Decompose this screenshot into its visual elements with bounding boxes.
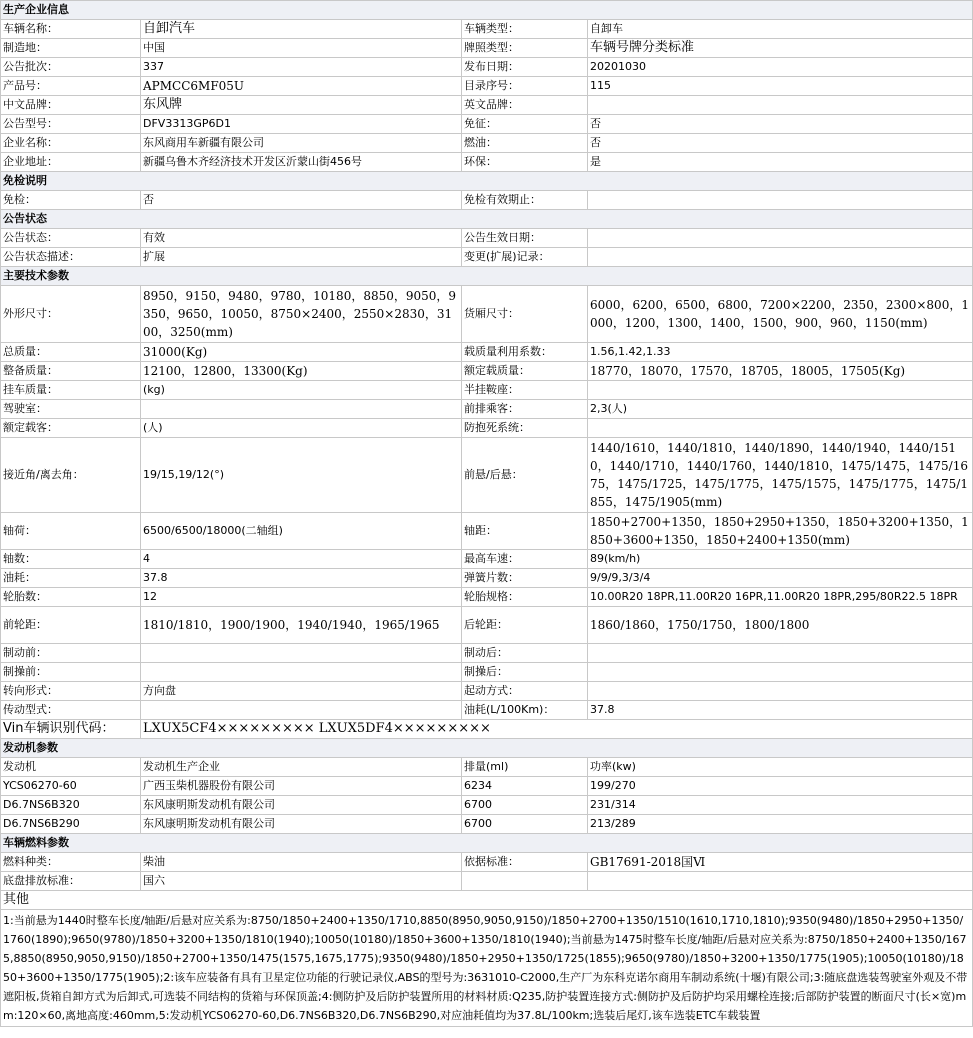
section-engine: 发动机参数 [1, 739, 973, 758]
engine-header-displacement: 排量(ml) [462, 758, 588, 777]
label-product-no: 产品号： [1, 77, 141, 96]
engine-model: YCS06270-60 [1, 777, 141, 796]
value-brand-cn: 东风牌 [141, 96, 462, 115]
engine-power: 199/270 [588, 777, 973, 796]
engine-row [1, 777, 973, 796]
label-axle-load: 轴荷： [1, 513, 141, 550]
label-cab: 驾驶室： [1, 400, 141, 419]
value-tires: 12 [141, 588, 462, 607]
label-springs: 弹簧片数： [462, 569, 588, 588]
value-semi [588, 381, 973, 400]
value-batch: 337 [141, 58, 462, 77]
value-rear-track: 1860/1860，1750/1750，1800/1800 [588, 607, 973, 644]
label-brake-front: 制动前： [1, 644, 141, 663]
label-fuel-standard: 依据标准： [462, 853, 588, 872]
value-cab [141, 400, 462, 419]
label-catalog: 目录序号： [462, 77, 588, 96]
value-effective [588, 229, 973, 248]
value-rated-load: 18770，18070，17570，18705，18005，17505(Kg) [588, 362, 973, 381]
label-abs: 防抱死系统： [462, 419, 588, 438]
engine-maker: 东风康明斯发动机有限公司 [141, 796, 462, 815]
label-effective: 公告生效日期： [462, 229, 588, 248]
section-exempt: 免检说明 [1, 172, 973, 191]
empty-cell [462, 872, 588, 891]
label-speed: 最高车速： [462, 550, 588, 569]
engine-model: D6.7NS6B320 [1, 796, 141, 815]
value-change [588, 248, 973, 267]
label-fuel100: 油耗(L/100Km)： [462, 701, 588, 720]
engine-power: 231/314 [588, 796, 973, 815]
value-emission: 国六 [141, 872, 462, 891]
label-change: 变更(扩展)记录： [462, 248, 588, 267]
engine-maker: 广西玉柴机器股份有限公司 [141, 777, 462, 796]
engine-header-power: 功率(kw) [588, 758, 973, 777]
value-overhang: 1440/1610，1440/1810，1440/1890，1440/1940，1440/1510，1440/1710，1440/1760，1440/1810，1475/1475，1475/1675，1475/1725，1475/1775，1475/1575，1475/1775，1475/1855，1475/1905(mm) [588, 438, 973, 513]
value-fuel-standard: GB17691-2018国Ⅵ [588, 853, 973, 872]
engine-power: 213/289 [588, 815, 973, 834]
label-vehicle-type: 车辆类型： [462, 20, 588, 39]
section-other: 其他 [1, 891, 973, 910]
value-catalog: 115 [588, 77, 973, 96]
engine-maker: 东风康明斯发动机有限公司 [141, 815, 462, 834]
label-vin: Vin车辆识别代码： [1, 720, 141, 739]
label-consumption: 油耗： [1, 569, 141, 588]
value-brake-rear [588, 644, 973, 663]
value-speed: 89(km/h) [588, 550, 973, 569]
value-vehicle-type: 自卸车 [588, 20, 973, 39]
label-origin: 制造地： [1, 39, 141, 58]
label-steering: 转向形式： [1, 682, 141, 701]
value-plate-type: 车辆号牌分类标准 [588, 39, 973, 58]
value-angle: 19/15,19/12(°) [141, 438, 462, 513]
value-consumption: 37.8 [141, 569, 462, 588]
label-rated-pass: 额定载客： [1, 419, 141, 438]
label-brand-en: 英文品牌： [462, 96, 588, 115]
label-overhang: 前悬/后悬： [462, 438, 588, 513]
engine-row [1, 796, 973, 815]
value-front-track: 1810/1810，1900/1900，1940/1940，1965/1965 [141, 607, 462, 644]
value-brake-op-front [141, 663, 462, 682]
value-eco: 是 [588, 153, 973, 172]
label-brake-op-rear: 制操后： [462, 663, 588, 682]
value-dims: 8950，9150，9480，9780，10180，8850，9050，9350，9650，10050，8750×2400，2550×2830，3100，3250(mm) [141, 286, 462, 343]
value-front-pass: 2,3(人) [588, 400, 973, 419]
label-model: 公告型号： [1, 115, 141, 134]
value-vin: LXUX5CF4××××××××× LXUX5DF4××××××××× [141, 720, 973, 739]
value-brand-en [588, 96, 973, 115]
label-check: 免检： [1, 191, 141, 210]
value-status: 有效 [141, 229, 462, 248]
value-address: 新疆乌鲁木齐经济技术开发区沂蒙山街456号 [141, 153, 462, 172]
value-cargo: 6000，6200，6500，6800，7200×2200，2350，2300×800，1000，1200，1300，1400，1500，900，960，1150(mm) [588, 286, 973, 343]
value-tire-spec: 10.00R20 18PR,11.00R20 16PR,11.00R20 18PR,295/80R22.5 18PR [588, 588, 973, 607]
value-exempt: 否 [588, 115, 973, 134]
label-eco: 环保： [462, 153, 588, 172]
label-batch: 公告批次： [1, 58, 141, 77]
value-axles: 4 [141, 550, 462, 569]
engine-displacement: 6234 [462, 777, 588, 796]
section-fuel: 车辆燃料参数 [1, 834, 973, 853]
label-rated-load: 额定载质量： [462, 362, 588, 381]
value-product-no: APMCC6MF05U [141, 77, 462, 96]
label-emission: 底盘排放标准： [1, 872, 141, 891]
engine-header-model: 发动机 [1, 758, 141, 777]
value-valid [588, 191, 973, 210]
label-wheelbase: 轴距： [462, 513, 588, 550]
value-vehicle-name: 自卸汽车 [141, 20, 462, 39]
section-producer: 生产企业信息 [1, 1, 973, 20]
label-tires: 轮胎数： [1, 588, 141, 607]
label-brake-op-front: 制操前： [1, 663, 141, 682]
value-brake-front [141, 644, 462, 663]
label-cargo: 货厢尺寸： [462, 286, 588, 343]
value-fuel-kind: 柴油 [141, 853, 462, 872]
label-dims: 外形尺寸： [1, 286, 141, 343]
label-fuel-kind: 燃料种类： [1, 853, 141, 872]
label-brand-cn: 中文品牌： [1, 96, 141, 115]
value-springs: 9/9/9,3/3/4 [588, 569, 973, 588]
value-check: 否 [141, 191, 462, 210]
label-vehicle-name: 车辆名称： [1, 20, 141, 39]
label-plate-type: 牌照类型： [462, 39, 588, 58]
value-util: 1.56,1.42,1.33 [588, 343, 973, 362]
value-release: 20201030 [588, 58, 973, 77]
label-trailer: 挂车质量： [1, 381, 141, 400]
engine-header-maker: 发动机生产企业 [141, 758, 462, 777]
label-desc: 公告状态描述： [1, 248, 141, 267]
label-tire-spec: 轮胎规格： [462, 588, 588, 607]
engine-row [1, 815, 973, 834]
label-brake-rear: 制动后： [462, 644, 588, 663]
value-trans [141, 701, 462, 720]
engine-displacement: 6700 [462, 796, 588, 815]
value-curb: 12100，12800，13300(Kg) [141, 362, 462, 381]
label-util: 载质量利用系数： [462, 343, 588, 362]
engine-model: D6.7NS6B290 [1, 815, 141, 834]
value-trailer: (kg) [141, 381, 462, 400]
value-axle-load: 6500/6500/18000(二轴组) [141, 513, 462, 550]
value-company: 东风商用车新疆有限公司 [141, 134, 462, 153]
label-company: 企业名称： [1, 134, 141, 153]
label-valid: 免检有效期止： [462, 191, 588, 210]
label-rear-track: 后轮距： [462, 607, 588, 644]
value-brake-op-rear [588, 663, 973, 682]
value-total-mass: 31000(Kg) [141, 343, 462, 362]
label-curb: 整备质量： [1, 362, 141, 381]
section-tech: 主要技术参数 [1, 267, 973, 286]
value-fuel100: 37.8 [588, 701, 973, 720]
value-rated-pass: (人) [141, 419, 462, 438]
value-origin: 中国 [141, 39, 462, 58]
label-exempt: 免征： [462, 115, 588, 134]
section-notice: 公告状态 [1, 210, 973, 229]
value-abs [588, 419, 973, 438]
value-start [588, 682, 973, 701]
label-front-pass: 前排乘客： [462, 400, 588, 419]
label-trans: 传动型式： [1, 701, 141, 720]
label-angle: 接近角/离去角： [1, 438, 141, 513]
value-model: DFV3313GP6D1 [141, 115, 462, 134]
label-fuel: 燃油： [462, 134, 588, 153]
label-front-track: 前轮距： [1, 607, 141, 644]
label-semi: 半挂鞍座： [462, 381, 588, 400]
label-start: 起动方式： [462, 682, 588, 701]
value-steering: 方向盘 [141, 682, 462, 701]
empty-cell [588, 872, 973, 891]
label-axles: 轴数： [1, 550, 141, 569]
value-fuel: 否 [588, 134, 973, 153]
value-wheelbase: 1850+2700+1350，1850+2950+1350，1850+3200+1350，1850+3600+1350，1850+2400+1350(mm) [588, 513, 973, 550]
label-total-mass: 总质量： [1, 343, 141, 362]
label-release: 发布日期： [462, 58, 588, 77]
label-status: 公告状态： [1, 229, 141, 248]
engine-displacement: 6700 [462, 815, 588, 834]
value-desc: 扩展 [141, 248, 462, 267]
label-address: 企业地址： [1, 153, 141, 172]
other-notes: 1:当前悬为1440时整车长度/轴距/后悬对应关系为:8750/1850+2400+1350/1710,8850(8950,9050,9150)/1850+2700+1350/1510(1610,1710,1810);9350(9480)/1850+2950+1350/1760(1890);9650(9780)/1850+3200+1350/1810(1940);10050(10180)/1850+3600+1350/1810(1940);当前悬为1475时整车长度/轴距/后悬对应关系为:8750/1850+2400+1350/1675,8850(8950,9050,9150)/1850+2700+1350/1475(1575,1675,1775);9350(9480)/1850+2950+1350/1725(1855);9650(9780)/1850+3200+1350/1775(1905);10050(10180)/1850+3600+1350/1775(1905);2:该车应装备有具有卫星定位功能的行驶记录仪,ABS的型号为:3631010-C2000,生产厂为东科克诺尔商用车制动系统(十堰)有限公司;3:随底盘选装驾驶室外观及不带遮阳板,货箱自卸方式为后卸式,可选装不同结构的货箱与环保顶盖;4:侧防护及后防护装置所用的材料材质:Q235,防护装置连接方式:侧防护及后防护均采用螺栓连接;后部防护装置的断面尺寸(长×宽)mm:120×60,离地高度:460mm,5:发动机YCS06270-60,D6.7NS6B320,D6.7NS6B290,对应油耗值均为37.8L/100km;选装后尾灯,该车选装ETC车载装置 [1, 910, 973, 1027]
